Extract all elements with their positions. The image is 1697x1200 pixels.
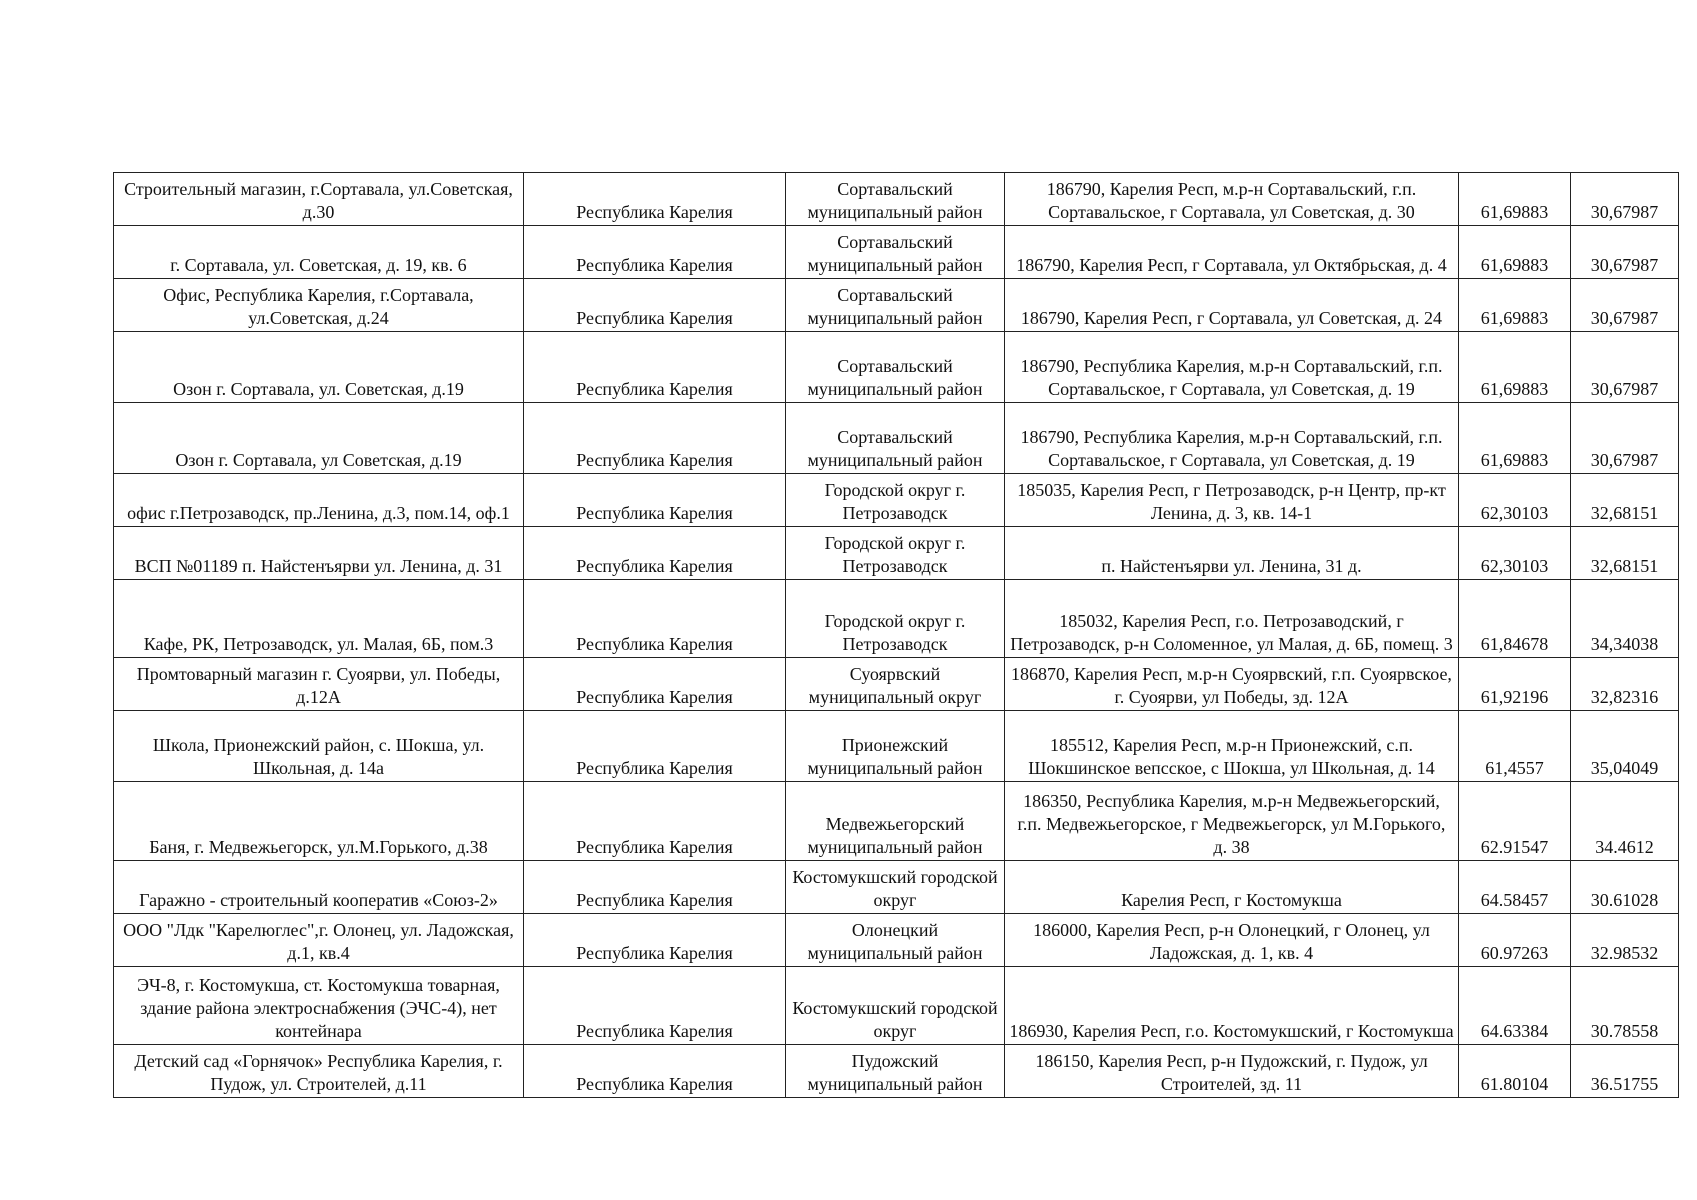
table-row — [114, 711, 1679, 782]
cell-latitude: 61,69883 — [1459, 226, 1571, 279]
table-row — [114, 403, 1679, 474]
table-body — [114, 173, 1679, 1098]
cell-district: Городской округ г. Петрозаводск — [786, 580, 1005, 658]
cell-region: Республика Карелия — [524, 403, 786, 474]
cell-region: Республика Карелия — [524, 861, 786, 914]
cell-latitude: 64.63384 — [1459, 967, 1571, 1045]
cell-object-name: Детский сад «Горнячок» Республика Карелия, г. Пудож, ул. Строителей, д.11 — [114, 1045, 524, 1098]
cell-longitude: 30.78558 — [1571, 967, 1679, 1045]
cell-longitude: 32,68151 — [1571, 527, 1679, 580]
cell-latitude: 61,69883 — [1459, 173, 1571, 226]
cell-region: Республика Карелия — [524, 226, 786, 279]
cell-longitude: 30,67987 — [1571, 403, 1679, 474]
cell-district: Городской округ г. Петрозаводск — [786, 474, 1005, 527]
cell-district: Медвежьегорский муниципальный район — [786, 782, 1005, 861]
cell-longitude: 30,67987 — [1571, 173, 1679, 226]
cell-latitude: 64.58457 — [1459, 861, 1571, 914]
cell-region: Республика Карелия — [524, 711, 786, 782]
cell-region: Республика Карелия — [524, 332, 786, 403]
cell-region: Республика Карелия — [524, 580, 786, 658]
cell-district: Сортавальский муниципальный район — [786, 226, 1005, 279]
cell-address: 185032, Карелия Респ, г.о. Петрозаводский, г Петрозаводск, р-н Соломенное, ул Малая, д. 6Б, помещ. 3 — [1005, 580, 1459, 658]
cell-longitude: 35,04049 — [1571, 711, 1679, 782]
cell-latitude: 62,30103 — [1459, 527, 1571, 580]
cell-latitude: 61,69883 — [1459, 403, 1571, 474]
cell-object-name: Гаражно - строительный кооператив «Союз-2» — [114, 861, 524, 914]
cell-latitude: 62,30103 — [1459, 474, 1571, 527]
cell-address: п. Найстенъярви ул. Ленина, 31 д. — [1005, 527, 1459, 580]
cell-district: Костомукшский городской округ — [786, 967, 1005, 1045]
cell-object-name: Баня, г. Медвежьегорск, ул.М.Горького, д.38 — [114, 782, 524, 861]
cell-latitude: 61.80104 — [1459, 1045, 1571, 1098]
cell-longitude: 32,68151 — [1571, 474, 1679, 527]
cell-latitude: 61,92196 — [1459, 658, 1571, 711]
cell-longitude: 30,67987 — [1571, 226, 1679, 279]
cell-latitude: 61,69883 — [1459, 332, 1571, 403]
cell-district: Сортавальский муниципальный район — [786, 279, 1005, 332]
cell-address: 186790, Карелия Респ, г Сортавала, ул Советская, д. 24 — [1005, 279, 1459, 332]
cell-longitude: 30,67987 — [1571, 279, 1679, 332]
cell-address: 186870, Карелия Респ, м.р-н Суоярвский, г.п. Суоярвское, г. Суоярви, ул Победы, зд. 12А — [1005, 658, 1459, 711]
cell-longitude: 30,67987 — [1571, 332, 1679, 403]
cell-longitude: 30.61028 — [1571, 861, 1679, 914]
locations-table — [113, 172, 1679, 1098]
cell-region: Республика Карелия — [524, 967, 786, 1045]
cell-address: 186790, Карелия Респ, м.р-н Сортавальский, г.п. Сортавальское, г Сортавала, ул Советская, д. 30 — [1005, 173, 1459, 226]
cell-address: 186350, Республика Карелия, м.р-н Медвежьегорский, г.п. Медвежьегорское, г Медвежьегорск, ул М.Горького, д. 38 — [1005, 782, 1459, 861]
table-row — [114, 861, 1679, 914]
cell-address: 186000, Карелия Респ, р-н Олонецкий, г Олонец, ул Ладожская, д. 1, кв. 4 — [1005, 914, 1459, 967]
cell-object-name: Школа, Прионежский район, с. Шокша, ул. Школьная, д. 14а — [114, 711, 524, 782]
cell-object-name: Строительный магазин, г.Сортавала, ул.Советская, д.30 — [114, 173, 524, 226]
cell-district: Пудожский муниципальный район — [786, 1045, 1005, 1098]
cell-region: Республика Карелия — [524, 173, 786, 226]
cell-object-name: Озон г. Сортавала, ул Советская, д.19 — [114, 403, 524, 474]
cell-longitude: 34.4612 — [1571, 782, 1679, 861]
cell-address: 186790, Республика Карелия, м.р-н Сортавальский, г.п. Сортавальское, г Сортавала, ул Советская, д. 19 — [1005, 332, 1459, 403]
cell-address: 186790, Республика Карелия, м.р-н Сортавальский, г.п. Сортавальское, г Сортавала, ул Советская, д. 19 — [1005, 403, 1459, 474]
cell-region: Республика Карелия — [524, 1045, 786, 1098]
cell-object-name: ООО "Лдк "Карелюглес",г. Олонец, ул. Ладожская, д.1, кв.4 — [114, 914, 524, 967]
cell-address: Карелия Респ, г Костомукша — [1005, 861, 1459, 914]
cell-longitude: 32,82316 — [1571, 658, 1679, 711]
cell-district: Олонецкий муниципальный район — [786, 914, 1005, 967]
cell-address: 186150, Карелия Респ, р-н Пудожский, г. Пудож, ул Строителей, зд. 11 — [1005, 1045, 1459, 1098]
cell-district: Прионежский муниципальный район — [786, 711, 1005, 782]
cell-region: Республика Карелия — [524, 914, 786, 967]
cell-longitude: 32.98532 — [1571, 914, 1679, 967]
cell-region: Республика Карелия — [524, 782, 786, 861]
cell-region: Республика Карелия — [524, 279, 786, 332]
cell-latitude: 60.97263 — [1459, 914, 1571, 967]
cell-object-name: Офис, Республика Карелия, г.Сортавала, ул.Советская, д.24 — [114, 279, 524, 332]
cell-object-name: г. Сортавала, ул. Советская, д. 19, кв. 6 — [114, 226, 524, 279]
table-row — [114, 474, 1679, 527]
table-row — [114, 914, 1679, 967]
cell-latitude: 62.91547 — [1459, 782, 1571, 861]
table-row — [114, 527, 1679, 580]
cell-region: Республика Карелия — [524, 474, 786, 527]
cell-longitude: 34,34038 — [1571, 580, 1679, 658]
cell-address: 186790, Карелия Респ, г Сортавала, ул Октябрьская, д. 4 — [1005, 226, 1459, 279]
cell-object-name: Кафе, РК, Петрозаводск, ул. Малая, 6Б, пом.3 — [114, 580, 524, 658]
table-row — [114, 658, 1679, 711]
table-row — [114, 226, 1679, 279]
cell-object-name: ВСП №01189 п. Найстенъярви ул. Ленина, д. 31 — [114, 527, 524, 580]
cell-district: Сортавальский муниципальный район — [786, 403, 1005, 474]
cell-latitude: 61,4557 — [1459, 711, 1571, 782]
cell-region: Республика Карелия — [524, 658, 786, 711]
cell-object-name: Озон г. Сортавала, ул. Советская, д.19 — [114, 332, 524, 403]
cell-longitude: 36.51755 — [1571, 1045, 1679, 1098]
cell-latitude: 61,69883 — [1459, 279, 1571, 332]
cell-object-name: офис г.Петрозаводск, пр.Ленина, д.3, пом.14, оф.1 — [114, 474, 524, 527]
table-row — [114, 967, 1679, 1045]
table-row — [114, 1045, 1679, 1098]
table-row — [114, 332, 1679, 403]
table-row — [114, 782, 1679, 861]
cell-district: Костомукшский городской округ — [786, 861, 1005, 914]
cell-address: 185035, Карелия Респ, г Петрозаводск, р-н Центр, пр-кт Ленина, д. 3, кв. 14-1 — [1005, 474, 1459, 527]
cell-address: 186930, Карелия Респ, г.о. Костомукшский, г Костомукша — [1005, 967, 1459, 1045]
cell-district: Сортавальский муниципальный район — [786, 332, 1005, 403]
cell-region: Республика Карелия — [524, 527, 786, 580]
cell-address: 185512, Карелия Респ, м.р-н Прионежский, с.п. Шокшинское вепсское, с Шокша, ул Школьная, д. 14 — [1005, 711, 1459, 782]
cell-latitude: 61,84678 — [1459, 580, 1571, 658]
cell-object-name: ЭЧ-8, г. Костомукша, ст. Костомукша товарная, здание района электроснабжения (ЭЧС-4), нет контейнара — [114, 967, 524, 1045]
table-row — [114, 173, 1679, 226]
cell-district: Суоярвский муниципальный округ — [786, 658, 1005, 711]
cell-district: Сортавальский муниципальный район — [786, 173, 1005, 226]
cell-district: Городской округ г. Петрозаводск — [786, 527, 1005, 580]
table-row — [114, 580, 1679, 658]
cell-object-name: Промтоварный магазин г. Суоярви, ул. Победы, д.12А — [114, 658, 524, 711]
table-row — [114, 279, 1679, 332]
